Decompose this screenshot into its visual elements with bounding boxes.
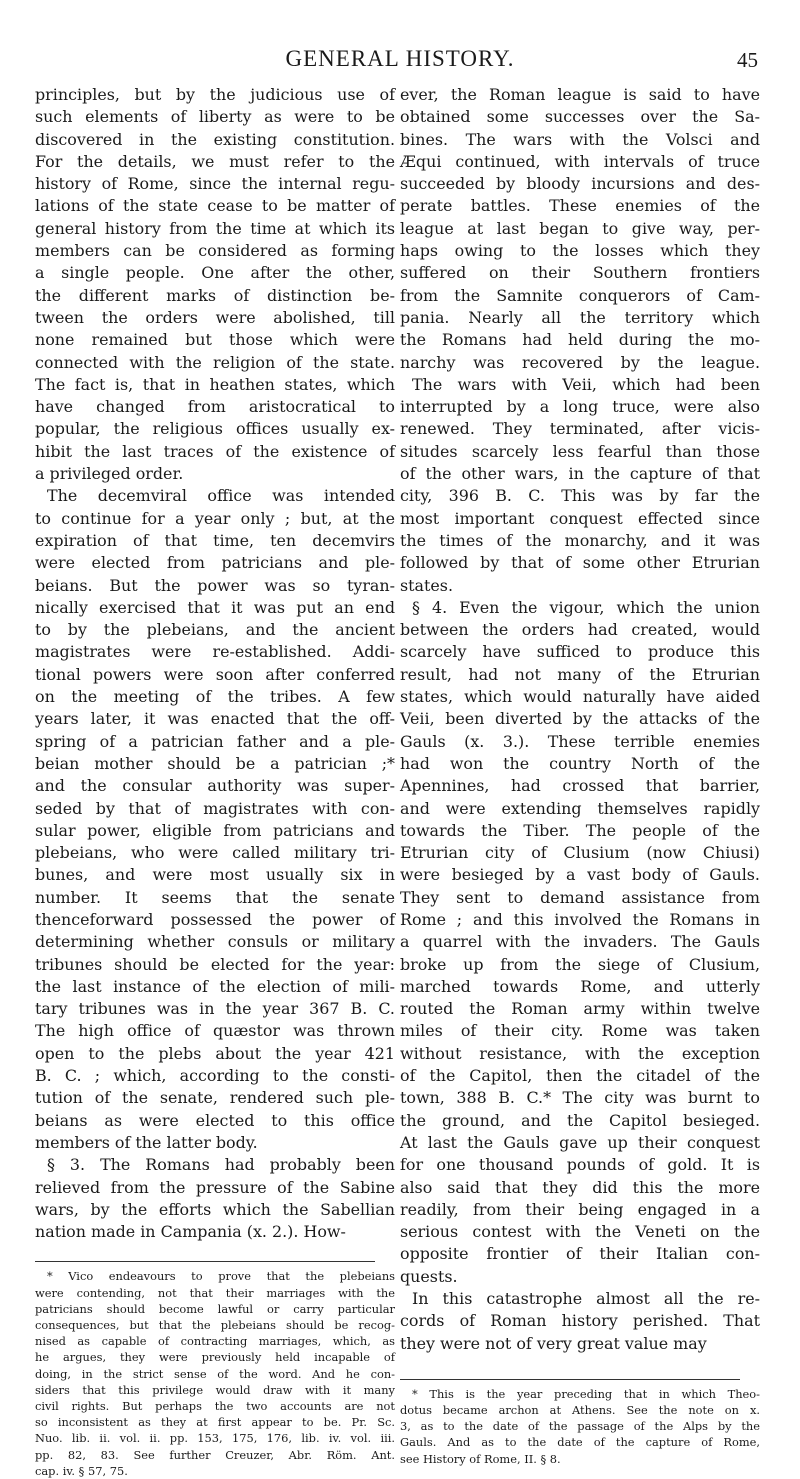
text-line: number. It seems that the senate	[35, 887, 395, 907]
page-title: GENERAL HISTORY.	[285, 46, 515, 71]
text-line: readily, from their being engaged in a	[400, 1199, 760, 1219]
text-line: principles, but by the judicious use of	[35, 85, 395, 104]
text-line: beian mother should be a patrician ;*	[35, 753, 395, 773]
footnote-line: pp. 82, 83. See further Creuzer, Abr. Röm. Ant.	[35, 1447, 395, 1462]
text-line: connected with the religion of the state.	[35, 352, 395, 372]
footnote-rule	[35, 1261, 375, 1262]
text-line: narchy was recovered by the league.	[400, 352, 760, 372]
text-line: years later, it was enacted that the off-	[35, 709, 395, 729]
text-line: The wars with Veii, which had been	[412, 374, 760, 394]
text-line: seded by that of magistrates with con-	[35, 798, 395, 818]
text-line: Apennines, had crossed that barrier,	[400, 776, 760, 796]
text-line: such elements of liberty as were to be	[35, 107, 395, 127]
text-line: league at last began to give way, per-	[400, 218, 760, 238]
footnote-line: cap. iv. § 57, 75.	[35, 1463, 128, 1478]
text-line: pania. Nearly all the territory which	[400, 307, 760, 327]
text-line: tween the orders were abolished, till	[35, 307, 395, 327]
text-line: succeeded by bloody incursions and des-	[400, 174, 760, 194]
text-line: most important conquest effected since	[400, 508, 760, 528]
text-line: to continue for a year only ; but, at the	[35, 508, 395, 528]
text-line: cords of Roman history perished. That	[400, 1311, 760, 1331]
text-line: At last the Gauls gave up their conquest	[400, 1132, 760, 1152]
text-line: Æqui continued, with intervals of truce	[400, 151, 760, 171]
text-line: bunes, and were most usually six in	[35, 865, 395, 885]
text-line: expiration of that time, ten decemvirs	[35, 530, 395, 550]
text-line: They sent to demand assistance from	[400, 887, 760, 907]
text-line: on the meeting of the tribes. A few	[35, 687, 395, 707]
footnote	[400, 1386, 760, 1467]
text-line: popular, the religious offices usually ex-	[35, 419, 395, 439]
text-line: also said that they did this the more	[400, 1177, 760, 1197]
text-line: plebeians, who were called military tri-	[35, 843, 395, 863]
text-line: routed the Roman army within twelve	[400, 999, 760, 1019]
footnote-line: patricians should become lawful or carry particular	[35, 1301, 395, 1316]
footnote-line: Nuo. lib. ii. vol. ii. pp. 153, 175, 176, lib. iv. vol. iii.	[35, 1431, 395, 1446]
text-line: magistrates were re-established. Addi-	[35, 642, 395, 662]
left-column	[35, 84, 395, 1479]
footnote-line: dotus became archon at Athens. See the note on x.	[400, 1403, 760, 1418]
text-line: tional powers were soon after conferred	[35, 664, 395, 684]
text-line: tribunes should be elected for the year:	[35, 954, 395, 974]
footnote-line: Gauls. And as to the date of the capture of Rome,	[400, 1435, 760, 1450]
text-line: suffered on their Southern frontiers	[400, 263, 760, 283]
text-line: hibit the last traces of the existence of	[35, 441, 395, 461]
footnote-line: were contending, not that their marriages with the	[35, 1285, 395, 1300]
text-line: opposite frontier of their Italian con-	[400, 1244, 760, 1264]
text-line: were besieged by a vast body of Gauls.	[400, 865, 760, 885]
text-line: interrupted by a long truce, were also	[400, 397, 760, 417]
footnote-line: he argues, they were previously held incapable of	[35, 1350, 395, 1365]
text-line: wars, by the efforts which the Sabellian	[35, 1199, 395, 1219]
text-line: perate battles. These enemies of the	[400, 196, 760, 216]
text-line: discovered in the existing constitution.	[35, 129, 395, 149]
text-line: nically exercised that it was put an end	[35, 597, 395, 617]
text-line: broke up from the siege of Clusium,	[400, 954, 760, 974]
text-line: serious contest with the Veneti on the	[400, 1222, 760, 1242]
text-line: sular power, eligible from patricians and	[35, 820, 395, 840]
text-line: scarcely have sufficed to produce this	[400, 642, 760, 662]
text-line: none remained but those which were	[35, 330, 395, 350]
text-line: have changed from aristocratical to	[35, 397, 395, 417]
footnote-line: civil rights. But perhaps the two accounts are not	[35, 1398, 395, 1413]
text-line: result, had not many of the Etrurian	[400, 664, 760, 684]
text-line: city, 396 B. C. This was by far the	[400, 486, 760, 506]
text-line: thenceforward possessed the power of	[35, 909, 395, 929]
text-line: B. C. ; which, according to the consti-	[35, 1066, 395, 1086]
text-line: they were not of very great value may	[400, 1333, 707, 1353]
text-line: In this catastrophe almost all the re-	[412, 1289, 760, 1309]
text-line: a quarrel with the invaders. The Gauls	[400, 932, 760, 952]
text-line: For the details, we must refer to the	[35, 151, 395, 171]
text-line: Etrurian city of Clusium (now Chiusi)	[400, 843, 760, 863]
text-line: states.	[400, 575, 454, 595]
text-line: spring of a patrician father and a ple-	[35, 731, 395, 751]
text-line: renewed. They terminated, after vicis-	[400, 419, 760, 439]
text-line: quests.	[400, 1266, 458, 1286]
text-line: tary tribunes was in the year 367 B. C.	[35, 999, 395, 1019]
text-line: were elected from patricians and ple-	[35, 553, 395, 573]
text-line: a privileged order.	[35, 464, 184, 484]
text-line: of the other wars, in the capture of that	[400, 464, 760, 484]
footnote-line: consequences, but that the plebeians should be recog-	[35, 1318, 395, 1332]
text-line: states, which would naturally have aided	[400, 687, 760, 707]
footnote-line: doing, in the strict sense of the word. And he con-	[35, 1366, 395, 1381]
right-column	[400, 84, 760, 1467]
text-line: from the Samnite conquerors of Cam-	[400, 285, 760, 305]
text-line: to by the plebeians, and the ancient	[35, 620, 395, 640]
text-line: had won the country North of the	[400, 753, 760, 773]
text-line: haps owing to the losses which they	[400, 241, 760, 261]
text-line: a single people. One after the other,	[35, 263, 395, 283]
footnote-line: * This is the year preceding that in which Theo-	[412, 1386, 760, 1401]
text-line: Rome ; and this involved the Romans in	[400, 909, 760, 929]
text-line: bines. The wars with the Volsci and	[400, 129, 760, 149]
text-line: without resistance, with the exception	[400, 1043, 760, 1063]
text-line: The high office of quæstor was thrown	[35, 1021, 395, 1041]
text-line: beians as were elected to this office	[35, 1110, 395, 1130]
footnote-line: * Vico endeavours to prove that the plebeians	[47, 1269, 395, 1284]
text-line: determining whether consuls or military	[35, 932, 395, 952]
text-line: Gauls (x. 3.). These terrible enemies	[400, 731, 760, 751]
footnote-line: nised as capable of contracting marriages, which, as	[35, 1334, 395, 1349]
text-line: miles of their city. Rome was taken	[400, 1021, 760, 1041]
text-line: of the Capitol, then the citadel of the	[400, 1066, 760, 1086]
text-line: the different marks of distinction be-	[35, 285, 395, 305]
text-line: followed by that of some other Etrurian	[400, 553, 760, 573]
text-line: for one thousand pounds of gold. It is	[400, 1155, 760, 1175]
text-line: open to the plebs about the year 421	[35, 1043, 395, 1063]
text-line: the Romans had held during the mo-	[400, 330, 760, 350]
text-line: § 4. Even the vigour, which the union	[412, 597, 760, 617]
text-line: obtained some successes over the Sa-	[400, 107, 760, 127]
text-line: the last instance of the election of mili-	[35, 976, 395, 996]
text-line: between the orders had created, would	[400, 620, 760, 640]
text-line: situdes scarcely less fearful than those	[400, 441, 760, 461]
footnote-line: see History of Rome, II. § 8.	[400, 1451, 561, 1466]
footnote-line: 3, as to the date of the passage of the Alps by the	[400, 1419, 760, 1434]
text-line: and the consular authority was super-	[35, 776, 395, 796]
text-line: § 3. The Romans had probably been	[47, 1155, 395, 1175]
text-line: the times of the monarchy, and it was	[400, 530, 760, 550]
text-line: towards the Tiber. The people of the	[400, 820, 760, 840]
page-number: 45	[737, 48, 758, 72]
text-line: The fact is, that in heathen states, which	[35, 374, 395, 394]
text-line: and were extending themselves rapidly	[400, 798, 760, 818]
text-line: beians. But the power was so tyran-	[35, 575, 395, 595]
footnote	[35, 1268, 395, 1478]
footnote-line: siders that this privilege would draw with it many	[35, 1382, 395, 1397]
footnote-line: so inconsistent as they at first appear to be. Pr. Sc.	[35, 1415, 395, 1430]
text-line: history of Rome, since the internal regu-	[35, 174, 395, 194]
text-line: general history from the time at which its	[35, 218, 395, 238]
text-line: Veii, been diverted by the attacks of the	[400, 709, 760, 729]
text-line: ever, the Roman league is said to have	[400, 85, 760, 104]
text-line: tution of the senate, rendered such ple-	[35, 1088, 395, 1108]
text-line: The decemviral office was intended	[47, 486, 395, 506]
text-line: lations of the state cease to be matter of	[35, 196, 395, 216]
text-line: marched towards Rome, and utterly	[400, 976, 760, 996]
text-line: members can be considered as forming	[35, 241, 395, 261]
text-line: members of the latter body.	[35, 1132, 258, 1152]
running-head	[0, 46, 800, 76]
footnote-rule	[400, 1379, 740, 1380]
text-line: nation made in Campania (x. 2.). How-	[35, 1222, 346, 1242]
text-line: town, 388 B. C.* The city was burnt to	[400, 1088, 760, 1108]
text-line: the ground, and the Capitol besieged.	[400, 1110, 760, 1130]
text-line: relieved from the pressure of the Sabine	[35, 1177, 395, 1197]
